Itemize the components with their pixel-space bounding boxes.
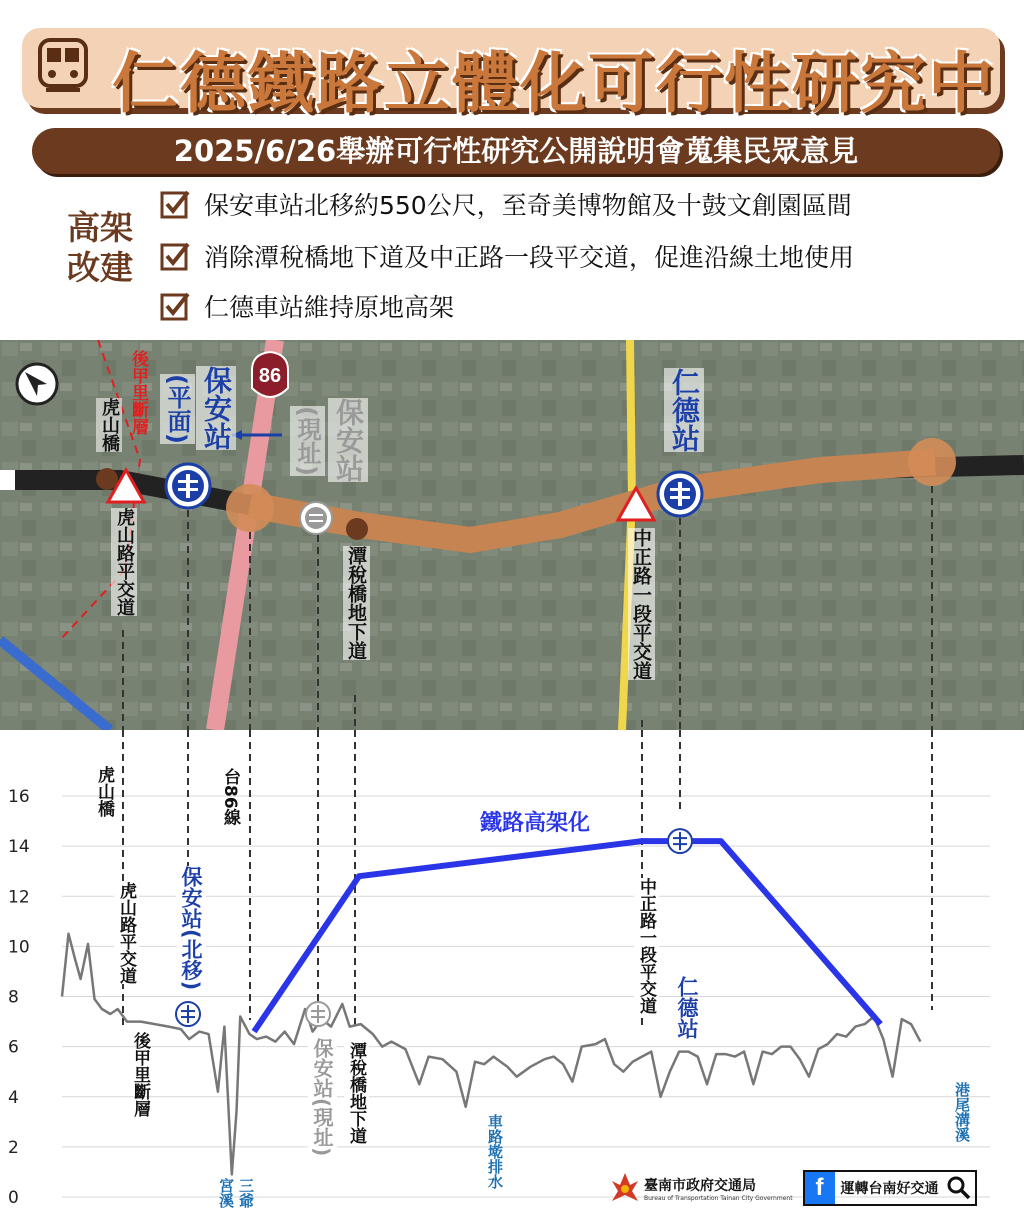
page-title: 仁德鐵路立體化可行性研究中: [112, 45, 996, 122]
station-icon-baoan-old: [300, 502, 332, 534]
bullet-1: [160, 186, 852, 222]
annotation-baoan-now: 保安站(現址): [308, 1038, 337, 1156]
annotation-zhongzheng: 中正路一段平交道: [634, 878, 659, 1014]
station-icon-baoan-new: [166, 464, 210, 508]
facebook-page-name: 運轉台南好交通: [840, 1181, 939, 1197]
subtitle-bar: [32, 128, 1000, 174]
checkbox-icon: [160, 241, 190, 271]
y-tick-label: 10: [8, 937, 30, 958]
annotation-tanshui: 潭稅橋地下道: [344, 1042, 369, 1144]
annotation-baoan-north: 保安站(北移): [176, 866, 206, 990]
annotation-tai86: 台86線: [220, 768, 240, 826]
series-elevated-line: [254, 841, 880, 1032]
elevation-end: [908, 438, 956, 486]
label-crossing-zhongzheng: 中正路一段平交道: [628, 528, 655, 680]
agency-name: 臺南市政府交通局: [644, 1177, 756, 1194]
label-rende: 仁德站: [664, 368, 704, 452]
annotation-rende: 仁德站: [675, 976, 699, 1039]
highway-number: 86: [258, 365, 282, 387]
bullet-text: 消除潭稅橋地下道及中正路一段平交道，促進沿線土地使用: [204, 243, 855, 272]
annotation-hushan-bridge: 虎山橋: [94, 766, 114, 817]
side-label: 高架改建: [67, 208, 133, 287]
train-icon: [32, 36, 94, 98]
agency-name-en: Bureau of Transportation Tainan City Government: [644, 1194, 793, 1202]
search-icon: [945, 1174, 973, 1202]
station-icon-rende: [658, 472, 702, 516]
checkbox-icon: [160, 189, 190, 219]
bullet-text: 仁德車站維持原地高架: [204, 293, 455, 322]
label-crossing-hushan: 虎山路平交道: [111, 508, 137, 616]
label-underpass: 潭稅橋地下道: [343, 546, 370, 660]
aerial-map: [0, 340, 1024, 730]
label-baoan-new-note: (平面): [160, 374, 195, 444]
y-tick-label: 16: [8, 787, 30, 807]
label-baoan-old: 保安站: [328, 398, 368, 482]
annotation-sanjie: 三爺: [237, 1178, 255, 1208]
facebook-badge[interactable]: [803, 1170, 977, 1206]
footer: [610, 1170, 977, 1206]
y-tick-label: 6: [8, 1037, 19, 1058]
bridge-marker: [96, 468, 118, 490]
y-tick-label: 12: [8, 887, 30, 908]
annotation-hushan-crossing: 虎山路平交道: [114, 882, 139, 984]
header: [0, 0, 1024, 340]
agency-logo-icon: [610, 1171, 640, 1205]
facebook-icon: f: [805, 1172, 835, 1204]
bullet-3: [160, 288, 454, 324]
map-canvas: [0, 340, 1024, 730]
label-bridge: 虎山橋: [96, 398, 122, 452]
bullet-2: [160, 238, 854, 274]
annotation-elevated: 鐵路高架化: [480, 811, 591, 836]
annotation-chelu: 車路墘排水: [486, 1114, 504, 1189]
annotation-fault: 後甲里斷層: [130, 1032, 150, 1117]
bullet-text: 保安車站北移約550公尺，至奇美博物館及十鼓文創園區間: [204, 191, 852, 220]
annotation-gangwei: 港尾溝溪: [953, 1082, 971, 1142]
label-fault: 後甲里斷層: [128, 350, 148, 435]
y-tick-label: 8: [8, 987, 19, 1008]
chart-canvas: [0, 730, 1024, 1219]
compass-icon: [17, 364, 57, 404]
underpass-marker: [346, 518, 368, 540]
title-banner: [22, 28, 1000, 122]
label-baoan-old-note: (現址): [290, 406, 325, 476]
subtitle: 2025/6/26舉辦可行性研究公開說明會蒐集民眾意見: [173, 134, 859, 168]
y-tick-label: 0: [8, 1188, 19, 1208]
y-tick-label: 2: [8, 1137, 19, 1158]
elevation-chart: [0, 730, 1024, 1219]
y-tick-label: 14: [8, 837, 30, 858]
checkbox-icon: [160, 291, 190, 321]
elevation-start: [226, 484, 274, 532]
annotation-gongxi: 宮溪: [217, 1178, 235, 1208]
y-tick-label: 4: [8, 1087, 19, 1108]
label-baoan-new: 保安站: [196, 366, 236, 450]
